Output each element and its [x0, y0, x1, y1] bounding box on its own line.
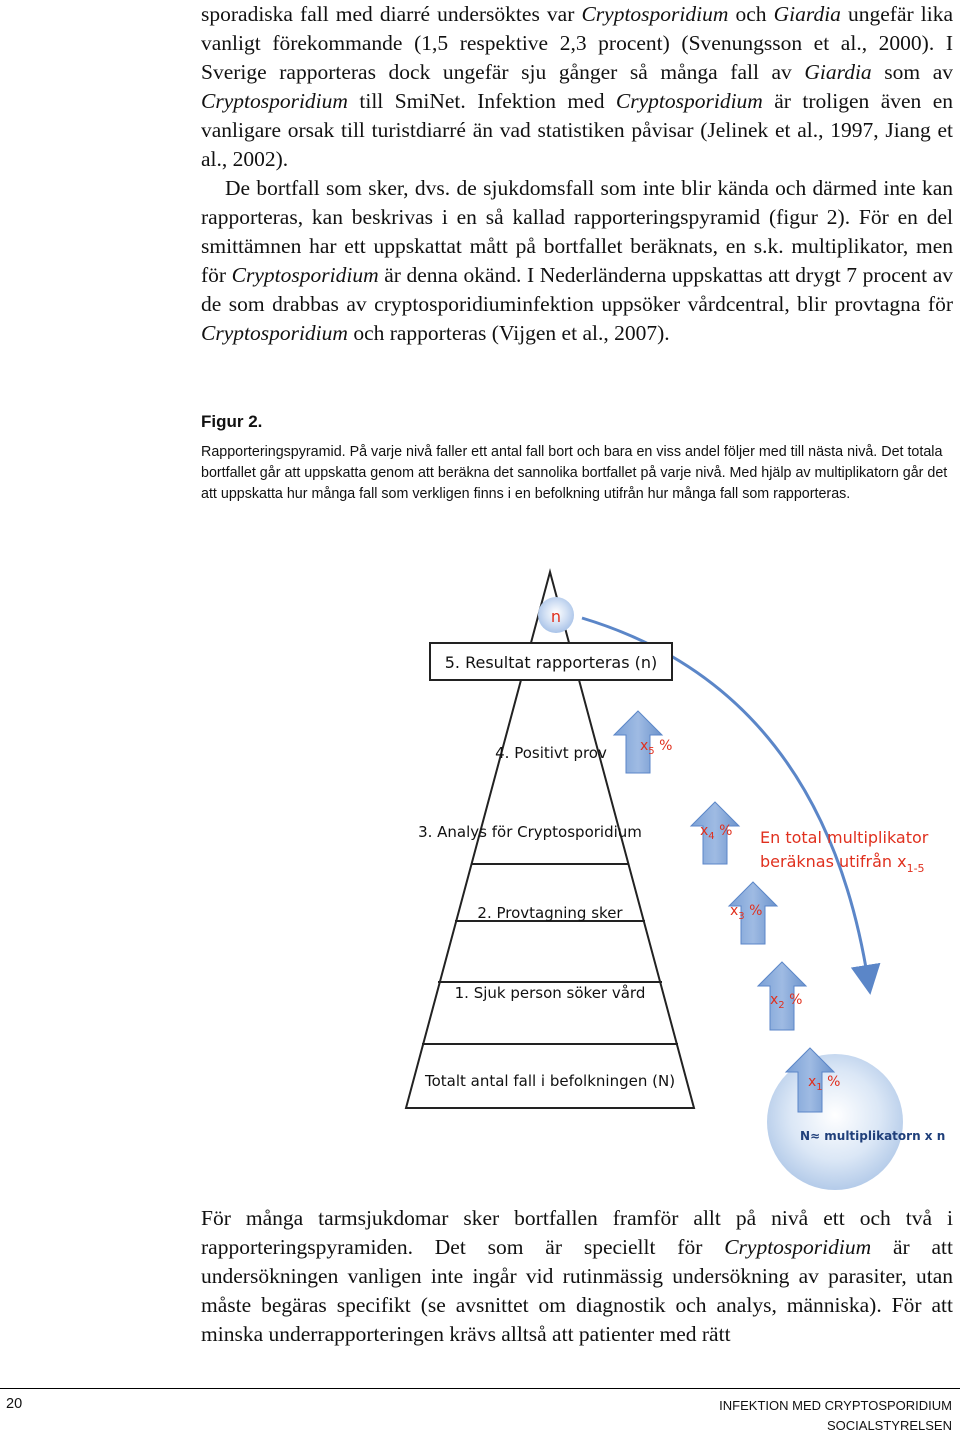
running-footer: [719, 1396, 952, 1436]
paragraph: För många tarmsjukdomar sker bortfallen framför allt på nivå ett och två i rapporteringspyramiden. Det som är speciellt för Cryptosporidium är att undersökningen vanligen inte ingår vid rutinmässig undersökning av parasiter, utan måste begäras specifikt (se avsnittet om diagnostik och analys, människa). För att minska underrapporteringen krävs alltså att patienter med rätt: [201, 1206, 953, 1346]
up-arrow-x5: [614, 711, 672, 773]
page-number: 20: [6, 1396, 23, 1412]
arrow-label-x1: $x_1$ %: [808, 1074, 841, 1093]
paragraph: sporadiska fall med diarré undersöktes var Cryptosporidium och Giardia ungefär lika vanligt förekommande (1,5 respektive 2,3 procent) (Svenungsson et al., 2000). I Sverige rapporteras dock ungefär sju gånger så många fall av Giardia som av Cryptosporidium till SmiNet. Infektion med Cryptosporidium är troligen även en vanligare orsak till turistdiarré än vad statistiken påvisar (Jelinek et al., 1997, Jiang et al., 2002).: [201, 2, 954, 171]
arrow-label-x4: $x_4$ %: [700, 823, 733, 842]
up-arrow-x3: [729, 882, 777, 944]
level-5-label: 5. Resultat rapporteras (n): [444, 653, 658, 672]
population-label: Totalt antal fall i befolkningen (N): [424, 1072, 676, 1090]
figure-title: Figur 2.: [201, 412, 263, 431]
figure-caption: Rapporteringspyramid. På varje nivå faller ett antal fall bort och bara en viss andel följer med till nästa nivå. Det totala bortfallet går att uppskatta genom att beräkna det sannolika bortfallet på varje nivå. Med hjälp av multiplikatorn går det att uppskatta hur många fall som verkligen finns i en befolkning utifrån hur många fall som rapporteras.: [201, 444, 948, 502]
footer-title: INFEKTION MED CRYPTOSPORIDIUM: [719, 1398, 952, 1413]
paragraph: De bortfall som sker, dvs. de sjukdomsfall som inte blir kända och därmed inte kan rapporteras, kan beskrivas i en så kallad rapporteringspyramid (figur 2). För en del smittämnen har ett uppskattat mått på bortfallet beräknats, en s.k. multiplikator, men för Cryptosporidium är denna okänd. I Nederländerna uppskattas att drygt 7 procent av de som drabbas av cryptosporidiuminfektion uppsöker vårdcentral, blir provtagna för Cryptosporidium och rapporteras (Vijgen et al., 2007).: [201, 176, 953, 345]
arrow-label-x2: $x_2$ %: [770, 992, 803, 1011]
apex-label: n: [550, 607, 562, 626]
multiplier-formula: N≈ multiplikatorn x n: [800, 1129, 946, 1143]
up-arrow-x4: [691, 802, 739, 864]
level-1-label: 1. Sjuk person söker vård: [454, 984, 646, 1002]
multiplier-note-line2: beräknas utifrån $x_{1-5}$: [760, 852, 925, 875]
footer-org: SOCIALSTYRELSEN: [827, 1418, 952, 1433]
footer-rule: [0, 1388, 960, 1389]
level-4-label: 4. Positivt prov: [495, 744, 607, 762]
level-2-label: 2. Provtagning sker: [477, 904, 623, 922]
body-text-bottom: [201, 1204, 953, 1349]
arrow-label-x5: $x_5$ %: [640, 738, 673, 757]
up-arrow-x2: [758, 962, 806, 1030]
arrow-label-x3: $x_3$ %: [730, 903, 763, 922]
body-text-top: [201, 0, 953, 348]
level-3-label: 3. Analys för Cryptosporidium: [418, 823, 642, 841]
reporting-pyramid-figure: [390, 560, 960, 1200]
multiplier-note-line1: En total multiplikator: [760, 828, 929, 847]
